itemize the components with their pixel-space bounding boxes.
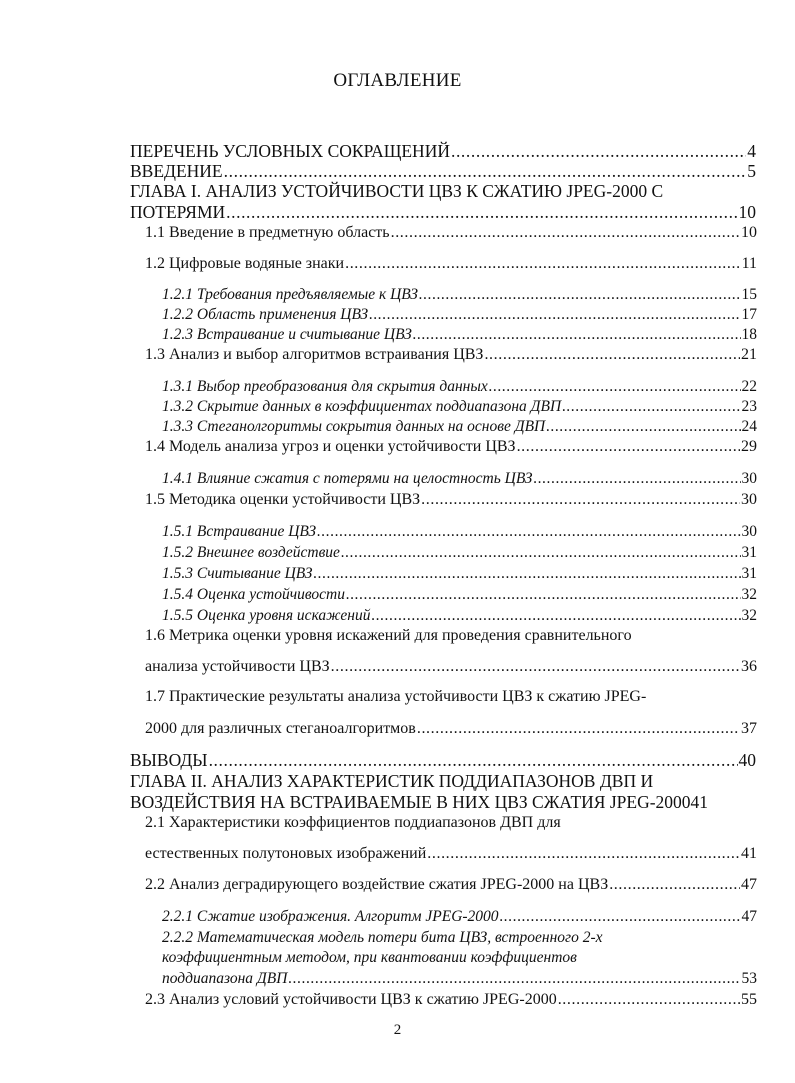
toc-entry-label: 1.2.1 Требования предъявляемые к ЦВЗ [162,286,418,303]
toc-entry-page: 18 [741,326,757,343]
toc-entry-label: 2.3 Анализ условий устойчивости ЦВЗ к сжатию JPEG-2000 [145,991,557,1008]
toc-entry-page: 30 [741,470,757,487]
toc-entry-label: 1.5 Методика оценки устойчивости ЦВЗ [145,491,421,508]
toc-entry-label: ВОЗДЕЙСТВИЯ НА ВСТРАИВАЕМЫЕ В НИХ ЦВЗ СЖАТИЯ JPEG-2000 [130,792,691,812]
toc-entry-page: 29 [741,438,757,455]
toc-entry [162,565,757,583]
toc-entry-page: 47 [741,876,757,893]
toc-entry [145,658,757,676]
toc-entry-label-line: 1.6 Метрика оценки уровня искажений для проведения сравнительного [145,627,632,644]
toc-entry-label: ПОТЕРЯМИ [130,202,226,222]
dot-leader [419,286,741,304]
toc-entry [162,398,757,416]
toc-entry-label: 1.4 Модель анализа угроз и оценки устойчивости ЦВЗ [145,438,516,455]
toc-entry-label-line: коэффициентным методом, при квантовании коэффициентов [162,949,577,966]
toc-entry-label: ВЫВОДЫ [130,750,208,770]
toc-entry-label: 2000 для различных стеганоалгоритмов [145,720,416,737]
toc-entry [145,876,757,894]
toc-entry [162,418,757,436]
toc-entry [130,750,756,771]
dot-leader [226,202,737,223]
toc-entry-page: 17 [741,306,757,323]
toc-entry [145,720,757,738]
toc-entry-page: 23 [741,398,757,415]
toc-entry-label: 1.5.3 Считывание ЦВЗ [162,565,313,582]
toc-entry [162,326,757,344]
toc-entry-page: 41 [690,792,709,812]
toc-entry-label: 2.2 Анализ деградирующего воздействие сжатия JPEG-2000 на ЦВЗ [145,876,609,893]
toc-entry-label: поддиапазона ДВП [162,970,288,987]
toc-entry-page: 41 [741,845,757,862]
toc-entry [130,202,756,223]
page-number: 2 [393,1022,402,1038]
dot-leader [421,491,740,509]
toc-entry-page: 30 [741,523,757,540]
toc-entry [162,544,757,562]
dot-leader [331,658,740,676]
dot-leader [609,876,740,894]
toc-entry-label: ВВЕДЕНИЕ [130,161,223,181]
dot-leader [209,750,738,771]
toc-entry-page: 32 [741,586,757,603]
toc-entry-label-line: 1.7 Практические результаты анализа устойчивости ЦВЗ к сжатию JPEG- [145,688,647,705]
dot-leader [391,224,740,242]
dot-leader [341,544,741,562]
toc-entry-label: 1.2.2 Область применения ЦВЗ [162,306,369,323]
toc-entry-page: 11 [741,255,757,272]
toc-entry [162,908,757,926]
toc-entry-label: 1.5.1 Встраивание ЦВЗ [162,523,317,540]
toc-entry-page: 37 [741,720,757,737]
toc-entry [145,491,757,509]
dot-leader [413,326,741,344]
dot-leader [417,720,740,738]
toc-entry-label: ПЕРЕЧЕНЬ УСЛОВНЫХ СОКРАЩЕНИЙ [130,141,450,161]
dot-leader [369,306,740,324]
toc-entry [162,607,757,625]
toc-entry [162,586,757,604]
toc-entry-page: 53 [741,970,757,987]
dot-leader [317,523,740,541]
toc-entry-label: 1.5.2 Внешнее воздействие [162,544,340,561]
dot-leader [346,586,741,604]
dot-leader [558,991,740,1009]
dot-leader [427,845,740,863]
toc-entry-label-line: ГЛАВА I. АНАЛИЗ УСТОЙЧИВОСТИ ЦВЗ К СЖАТИЮ JPEG-2000 С [130,181,664,201]
dot-leader [533,470,740,488]
toc-entry-page: 22 [741,378,757,395]
toc-entry-page: 31 [741,544,757,561]
toc-entry-label: 1.3 Анализ и выбор алгоритмов встраивания ЦВЗ [145,346,484,363]
toc-entry-label: анализа устойчивости ЦВЗ [145,658,330,675]
toc-entry-page: 24 [741,418,757,435]
toc-entry [145,438,757,456]
toc-entry [145,346,757,364]
toc-entry-label: 1.5.4 Оценка устойчивости [162,586,345,603]
toc-entry-label: 1.5.5 Оценка уровня искажений [162,607,371,624]
toc-entry-page: 31 [741,565,757,582]
toc-entry-label: 1.3.2 Скрытие данных в коэффициентах поддиапазона ДВП [162,398,562,415]
dot-leader [562,398,740,416]
toc-entry-label: 1.3.3 Стеганолгоритмы сокрытия данных на основе ДВП [162,418,546,435]
toc-entry-page: 47 [741,908,757,925]
toc-entry-page: 40 [738,750,756,770]
toc-entry-page: 10 [738,202,756,222]
dot-leader [500,908,741,926]
toc-entry [130,141,756,162]
toc-entry [145,224,757,242]
page-title: ОГЛАВЛЕНИЕ [333,70,462,91]
toc-entry-page: 55 [741,991,757,1008]
toc-entry-label: естественных полутоновых изображений [145,845,427,862]
toc-entry [162,306,757,324]
toc-entry [162,378,757,396]
toc-entry [130,161,756,182]
toc-entry [162,523,757,541]
toc-entry [162,286,757,304]
dot-leader [451,141,746,162]
toc-entry-page: 5 [747,161,756,181]
toc-entry [145,845,757,863]
toc-entry-page: 32 [741,607,757,624]
toc-entry-label: 2.2.1 Сжатие изображения. Алгоритм JPEG-2000 [162,908,499,925]
toc-entry-page: 10 [741,224,757,241]
dot-leader [371,607,740,625]
dot-leader [313,565,740,583]
toc-entry-label: 1.1 Введение в предметную область [145,224,390,241]
toc-entry-label: 1.3.1 Выбор преобразования для скрытия данных [162,378,488,395]
dot-leader [489,378,741,396]
toc-entry-label: 1.4.1 Влияние сжатия с потерями на целостность ЦВЗ [162,470,533,487]
dot-leader [224,161,747,182]
toc-entry-page: 21 [741,346,757,363]
toc-entry-label-line: ГЛАВА II. АНАЛИЗ ХАРАКТЕРИСТИК ПОДДИАПАЗОНОВ ДВП И [130,771,654,791]
toc-entry-label-line: 2.2.2 Математическая модель потери бита ЦВЗ, встроенного 2-х [162,929,603,946]
toc-entry-label: 1.2.3 Встраивание и считывание ЦВЗ [162,326,412,343]
toc-entry-page: 36 [741,658,757,675]
dot-leader [546,418,740,436]
toc-entry-page: 15 [741,286,757,303]
toc-entry-page: 30 [741,491,757,508]
toc-entry-page: 4 [747,141,756,161]
toc-entry [162,970,757,988]
dot-leader [288,970,740,988]
toc-entry-label: 1.2 Цифровые водяные знаки [145,255,345,272]
toc-entry [145,991,757,1009]
dot-leader [345,255,740,273]
toc-entry-label-line: 2.1 Характеристики коэффициентов поддиапазонов ДВП для [145,814,561,831]
toc-entry [162,470,757,488]
toc-entry [145,255,757,273]
dot-leader [517,438,740,456]
dot-leader [484,346,740,364]
toc-entry [130,792,758,813]
